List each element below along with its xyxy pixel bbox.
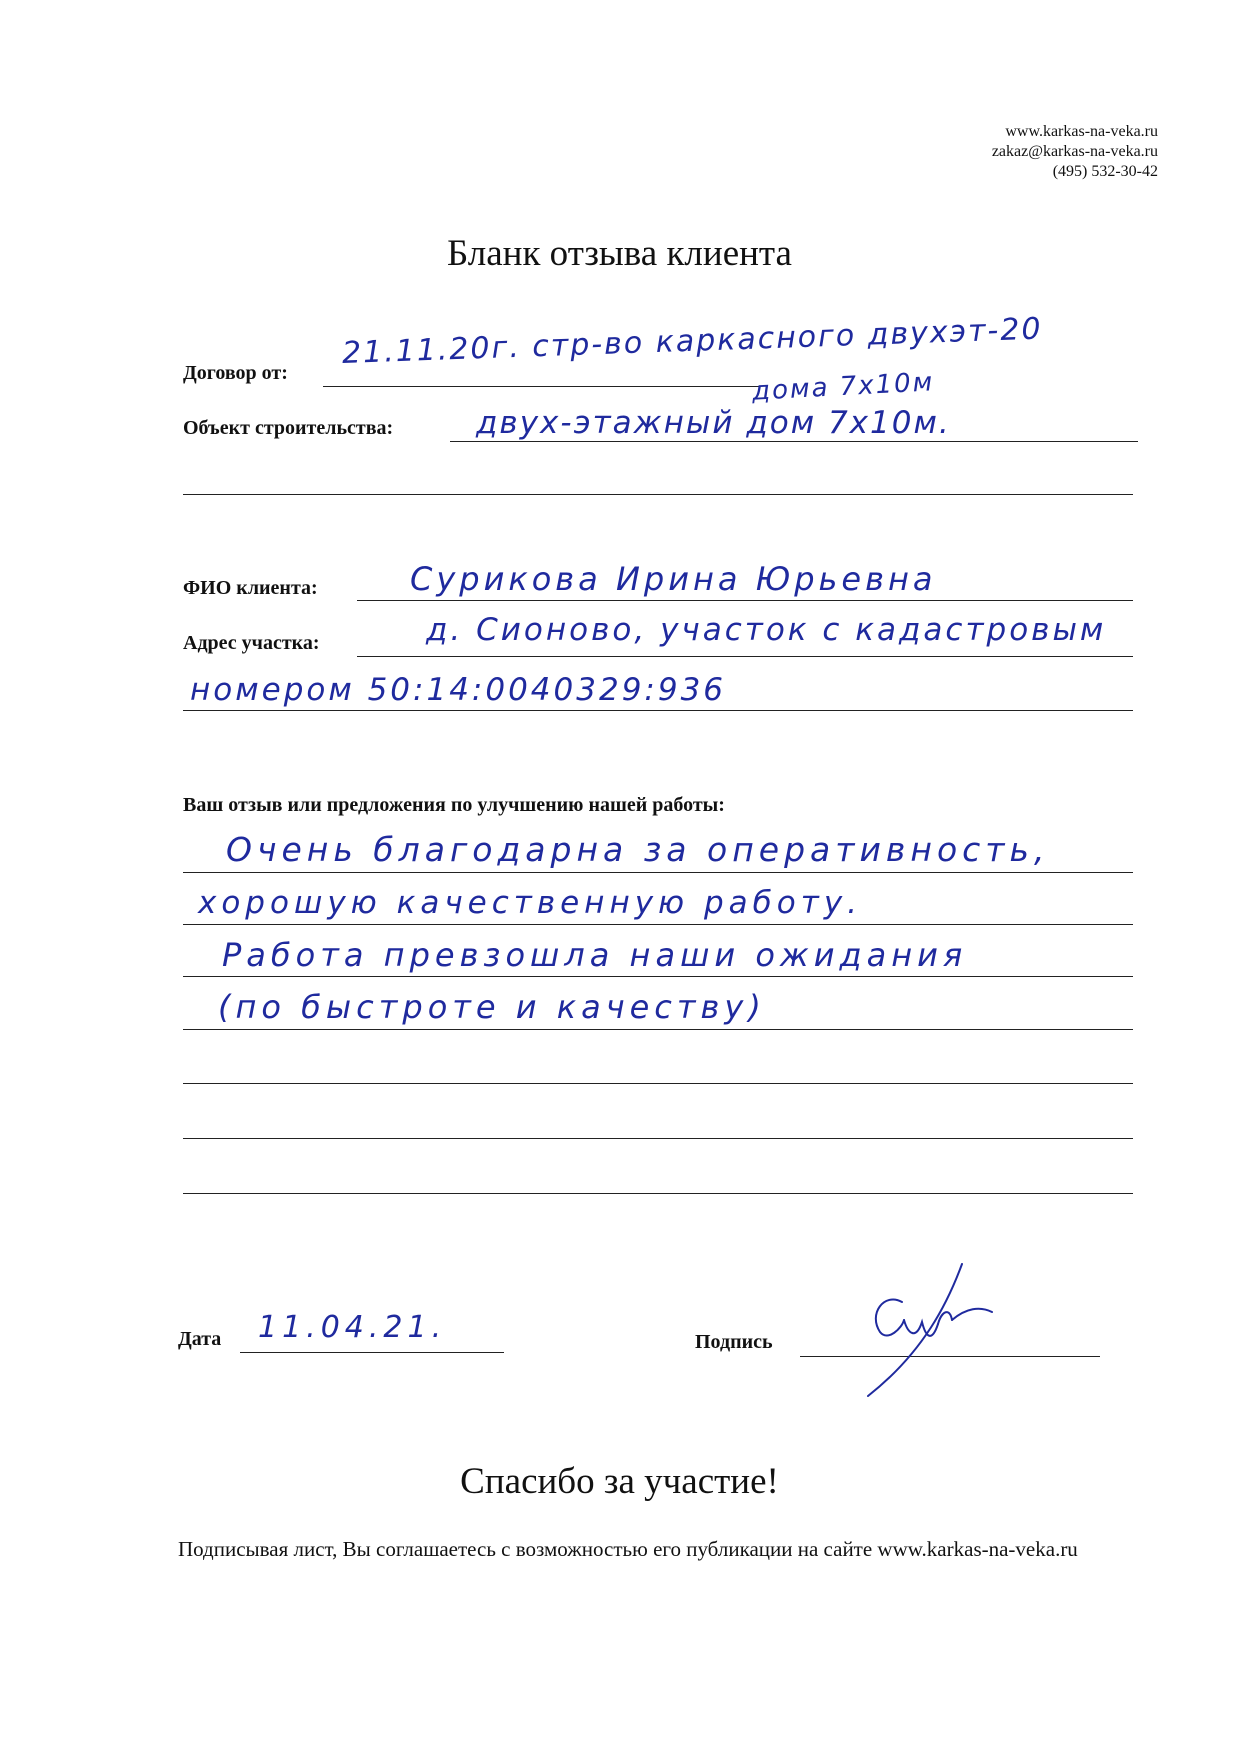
feedback-line-3 <box>183 976 1133 977</box>
feedback-text-3: Работа превзошла наши ожидания <box>222 936 968 974</box>
signature-label: Подпись <box>695 1331 773 1353</box>
feedback-line-7 <box>183 1193 1133 1194</box>
object-value: двух-этажный дом 7х10м. <box>476 405 951 441</box>
feedback-text-1: Очень благодарна за оперативность, <box>226 830 1050 869</box>
feedback-line-4 <box>183 1029 1133 1030</box>
feedback-label: Ваш отзыв или предложения по улучшению нашей работы: <box>183 794 725 816</box>
thanks-text: Спасибо за участие! <box>460 1461 779 1502</box>
feedback-text-4: (по быстроте и качеству) <box>218 988 766 1026</box>
email-link[interactable]: zakaz@karkas-na-veka.ru <box>991 143 1158 160</box>
address-line <box>357 656 1133 657</box>
feedback-line-6 <box>183 1138 1133 1139</box>
contacts-block <box>992 122 1158 182</box>
address-line-2 <box>183 710 1133 711</box>
feedback-text-2: хорошую качественную работу. <box>198 885 863 921</box>
name-line <box>357 600 1133 601</box>
phone-text: (495) 532-30-42 <box>1052 163 1158 180</box>
contract-value: 21.11.20г. стр-во каркасного двухэт-20 <box>341 311 1044 371</box>
address-value: д. Сионово, участок с кадастровым <box>426 612 1107 648</box>
publication-note: Подписывая лист, Вы соглашаетесь с возможностью его публикации на сайте www.karkas-na-veka.ru <box>178 1537 1078 1561</box>
address-value-2: номером 50:14:0040329:936 <box>190 672 727 708</box>
object-label: Объект строительства: <box>183 417 394 439</box>
contract-label: Договор от: <box>183 362 288 384</box>
name-value: Сурикова Ирина Юрьевна <box>410 560 937 598</box>
feedback-line-1 <box>183 872 1133 873</box>
date-label: Дата <box>178 1328 222 1350</box>
date-value: 11.04.21. <box>258 1310 447 1345</box>
website-link[interactable]: www.karkas-na-veka.ru <box>1005 123 1158 140</box>
object-line <box>450 441 1138 442</box>
feedback-line-2 <box>183 924 1133 925</box>
name-label: ФИО клиента: <box>183 577 318 599</box>
contract-value-extra: дома 7х10м <box>751 367 935 407</box>
object-line-2 <box>183 494 1133 495</box>
address-label: Адрес участка: <box>183 632 320 654</box>
feedback-line-5 <box>183 1083 1133 1084</box>
form-title: Бланк отзыва клиента <box>447 233 792 274</box>
date-line <box>240 1352 504 1353</box>
signature-mark <box>862 1262 1012 1402</box>
contract-line <box>323 386 760 387</box>
